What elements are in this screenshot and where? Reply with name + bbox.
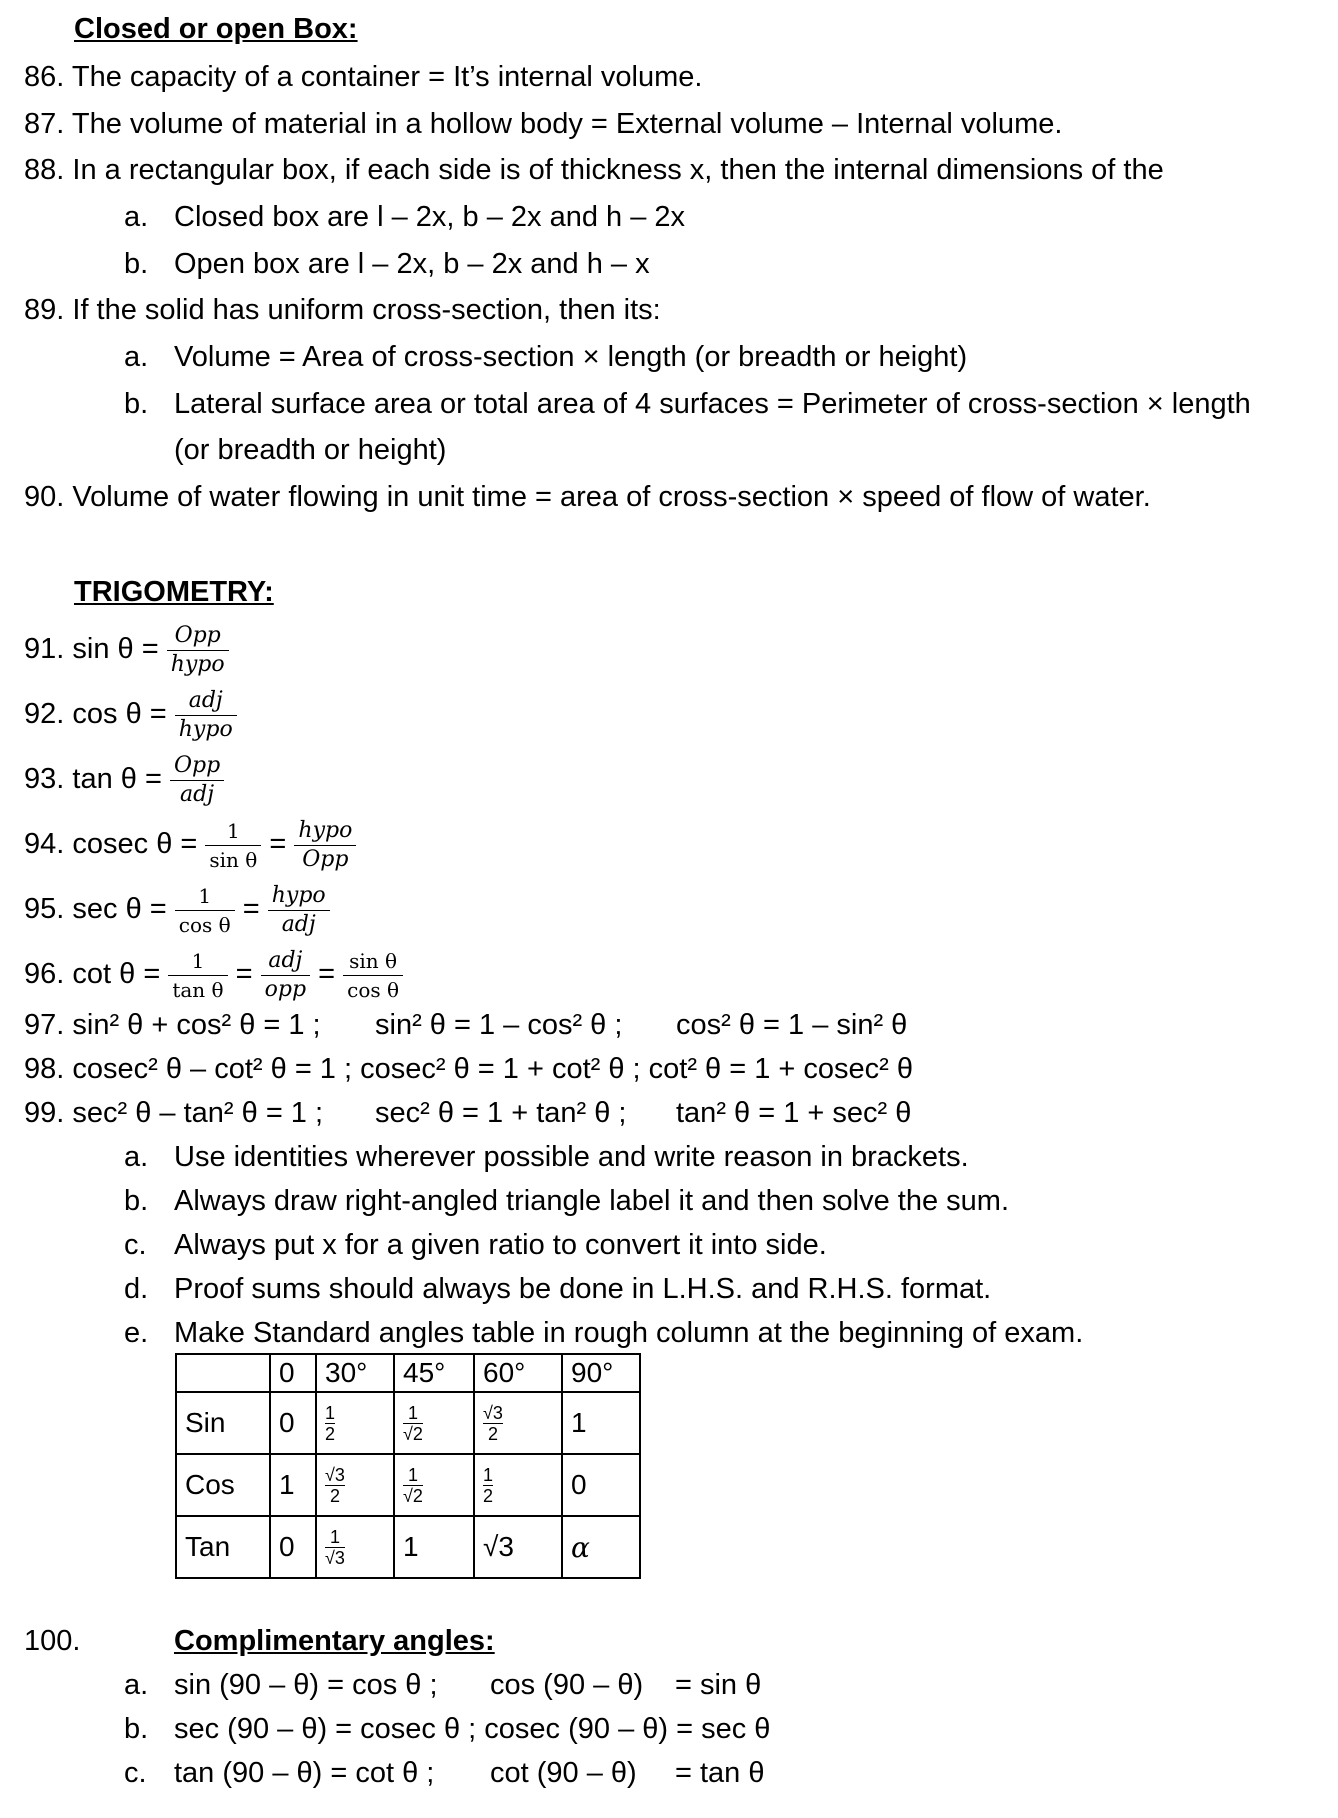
item-88-a: a. Closed box are l – 2x, b – 2x and h – 2x xyxy=(124,201,686,233)
table-cell: 0 xyxy=(270,1516,316,1578)
item-95: 95. sec θ = $\frac{1}{\text{cos θ}}$ = $\frac{\text{hypo}}{\text{adj}}$ xyxy=(24,882,330,939)
item-100-num: 100. xyxy=(24,1625,81,1657)
table-cell: 1 xyxy=(270,1454,316,1516)
table-cell: α xyxy=(562,1516,640,1578)
tip-b: b. Always draw right-angled triangle label it and then solve the sum. xyxy=(124,1185,1010,1217)
table-header: 45° xyxy=(394,1354,474,1392)
section-heading-trig: TRIGOMETRY: xyxy=(74,576,274,608)
row-label: Cos xyxy=(176,1454,270,1516)
comp-item-a: a. sin (90 – θ) = cos θ ; cos (90 – θ) = sin θ xyxy=(124,1669,762,1701)
table-cell xyxy=(176,1354,270,1392)
item-92: 92. cos θ = $\frac{\text{adj}}{\text{hypo}}$ xyxy=(24,687,237,744)
item-89: 89. If the solid has uniform cross-section, then its: xyxy=(24,294,661,326)
tip-a: a. Use identities wherever possible and write reason in brackets. xyxy=(124,1141,969,1173)
item-89-a: a. Volume = Area of cross-section × length (or breadth or height) xyxy=(124,341,968,373)
table-header: 30° xyxy=(316,1354,394,1392)
item-99: 99. sec² θ – tan² θ = 1 ; sec² θ = 1 + tan² θ ; tan² θ = 1 + sec² θ xyxy=(24,1097,912,1129)
tip-e: e. Make Standard angles table in rough column at the beginning of exam. xyxy=(124,1317,1084,1349)
item-86: 86. The capacity of a container = It’s internal volume. xyxy=(24,61,703,93)
item-94: 94. cosec θ = $\frac{1}{\text{sin θ}}$ = $\frac{\text{hypo}}{\text{Opp}}$ xyxy=(24,817,356,874)
table-row xyxy=(176,1392,640,1454)
item-98: 98. cosec² θ – cot² θ = 1 ; cosec² θ = 1 + cot² θ ; cot² θ = 1 + cosec² θ xyxy=(24,1053,913,1085)
standard-angles-table xyxy=(175,1353,641,1579)
tip-c: c. Always put x for a given ratio to convert it into side. xyxy=(124,1229,827,1261)
table-cell: $\frac{√3}{2}$ xyxy=(316,1454,394,1516)
item-89-b-cont: (or breadth or height) xyxy=(174,434,447,466)
table-header: 90° xyxy=(562,1354,640,1392)
item-90: 90. Volume of water flowing in unit time = area of cross-section × speed of flow of water. xyxy=(24,481,1151,513)
item-97: 97. sin² θ + cos² θ = 1 ; sin² θ = 1 – cos² θ ; cos² θ = 1 – sin² θ xyxy=(24,1009,908,1041)
table-cell: $\frac{1}{√2}$ xyxy=(394,1454,474,1516)
section-heading-box: Closed or open Box: xyxy=(74,13,358,45)
table-cell: 0 xyxy=(562,1454,640,1516)
comp-item-c: c. tan (90 – θ) = cot θ ; cot (90 – θ) = tan θ xyxy=(124,1757,765,1789)
comp-item-b: b. sec (90 – θ) = cosec θ ; cosec (90 – θ) = sec θ xyxy=(124,1713,771,1745)
item-93: 93. tan θ = $\frac{\text{Opp}}{\text{adj}}$ xyxy=(24,752,224,809)
table-cell: 0 xyxy=(270,1392,316,1454)
item-87: 87. The volume of material in a hollow body = External volume – Internal volume. xyxy=(24,108,1063,140)
table-row xyxy=(176,1516,640,1578)
table-row xyxy=(176,1454,640,1516)
table-cell: $\frac{1}{√2}$ xyxy=(394,1392,474,1454)
table-cell: 1 xyxy=(394,1516,474,1578)
row-label: Sin xyxy=(176,1392,270,1454)
table-cell: $\frac{1}{√3}$ xyxy=(316,1516,394,1578)
table-cell: $\frac{1}{2}$ xyxy=(474,1454,562,1516)
table-row xyxy=(176,1354,640,1392)
table-header: 60° xyxy=(474,1354,562,1392)
row-label: Tan xyxy=(176,1516,270,1578)
tip-d: d. Proof sums should always be done in L.H.S. and R.H.S. format. xyxy=(124,1273,992,1305)
item-88-b: b. Open box are l – 2x, b – 2x and h – x xyxy=(124,248,650,280)
section-heading-complimentary: Complimentary angles: xyxy=(174,1625,495,1657)
table-cell: $\frac{√3}{2}$ xyxy=(474,1392,562,1454)
item-89-b: b. Lateral surface area or total area of 4 surfaces = Perimeter of cross-section × length xyxy=(124,388,1251,420)
item-88: 88. In a rectangular box, if each side is of thickness x, then the internal dimensions of the xyxy=(24,154,1164,186)
table-header: 0 xyxy=(270,1354,316,1392)
item-91: 91. sin θ = $\frac{\text{Opp}}{\text{hypo}}$ xyxy=(24,622,229,679)
table-cell: $\frac{1}{2}$ xyxy=(316,1392,394,1454)
item-96: 96. cot θ = $\frac{1}{\text{tan θ}}$ = $\frac{\text{adj}}{\text{opp}}$ = $\frac{\text{sin θ}}{\text{cos θ}}$ xyxy=(24,947,403,1004)
table-cell: 1 xyxy=(562,1392,640,1454)
table-cell: √3 xyxy=(474,1516,562,1578)
